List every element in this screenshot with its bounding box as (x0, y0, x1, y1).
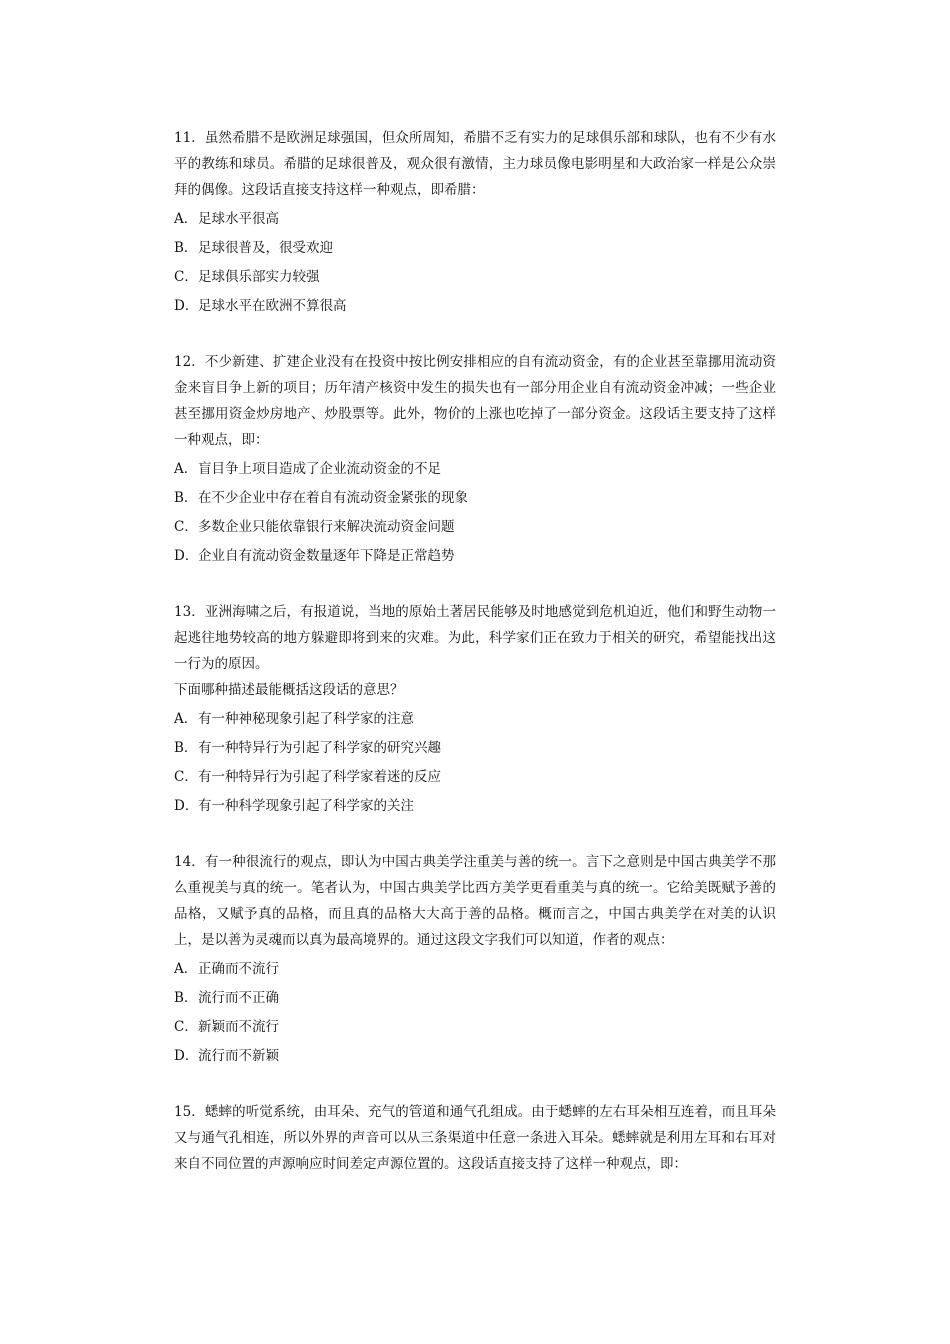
option-c (174, 263, 776, 292)
option-letter: B． (174, 240, 198, 256)
question-number: 14． (174, 854, 205, 870)
option-text: 正确而不流行 (198, 961, 279, 977)
option-letter: D． (174, 548, 199, 564)
question-text (174, 349, 776, 453)
question-text (174, 599, 776, 677)
option-letter: C． (174, 769, 198, 785)
option-letter: A． (174, 461, 198, 477)
question-text (174, 125, 776, 203)
option-letter: D． (174, 1048, 199, 1064)
question-stem: 亚洲海啸之后，有报道说，当地的原始土著居民能够及时地感觉到危机迫近，他们和野生动物一起逃往地势较高的地方躲避即将到来的灾难。为此，科学家们正在致力于相关的研究，希望能找出这一行为的原因。 (174, 604, 777, 672)
option-d (174, 542, 776, 571)
option-c (174, 513, 776, 542)
option-text: 企业自有流动资金数量逐年下降是正常趋势 (198, 548, 455, 564)
option-c (174, 1013, 776, 1042)
option-b (174, 234, 776, 263)
option-d (174, 792, 776, 821)
option-text: 足球俱乐部实力较强 (198, 269, 320, 285)
option-letter: C． (174, 269, 198, 285)
option-d (174, 292, 776, 321)
option-a (174, 955, 776, 984)
option-letter: C． (174, 519, 198, 535)
option-c (174, 763, 776, 792)
question-stem: 不少新建、扩建企业没有在投资中按比例安排相应的自有流动资金，有的企业甚至靠挪用流动资金来盲目争上新的项目；历年清产核资中发生的损失也有一部分用企业自有流动资金冲减；一些企业甚至挪用资金炒房地产、炒股票等。此外，物价的上涨也吃掉了一部分资金。这段话主要支持了这样一种观点，即： (174, 354, 777, 448)
option-b (174, 984, 776, 1013)
option-text: 有一种科学现象引起了科学家的关注 (198, 798, 414, 814)
option-letter: B． (174, 490, 198, 506)
option-letter: C． (174, 1019, 198, 1035)
question-number: 13． (174, 604, 205, 620)
question-prompt: 下面哪种描述最能概括这段话的意思？ (174, 682, 404, 698)
option-d (174, 1042, 776, 1071)
question-stem: 虽然希腊不是欧洲足球强国，但众所周知，希腊不乏有实力的足球俱乐部和球队，也有不少有水平的教练和球员。希腊的足球很普及，观众很有激情，主力球员像电影明星和大政治家一样是公众崇拜的偶像。这段话直接支持这样一种观点，即希腊： (174, 130, 777, 198)
question-list (174, 125, 776, 1205)
option-text: 流行而不正确 (198, 990, 279, 1006)
option-letter: A． (174, 711, 198, 727)
option-a (174, 455, 776, 484)
question-number: 15． (174, 1104, 205, 1120)
question-number: 12． (174, 354, 205, 370)
question-text (174, 1099, 776, 1177)
question-13 (174, 599, 776, 821)
question-11 (174, 125, 776, 321)
option-text: 足球水平在欧洲不算很高 (198, 298, 347, 314)
option-text: 有一种特异行为引起了科学家的研究兴趣 (198, 740, 441, 756)
option-a (174, 705, 776, 734)
option-letter: A． (174, 961, 198, 977)
option-letter: B． (174, 990, 198, 1006)
option-text: 新颖而不流行 (198, 1019, 279, 1035)
option-text: 在不少企业中存在着自有流动资金紧张的现象 (198, 490, 468, 506)
option-list (174, 955, 776, 1071)
option-letter: D． (174, 298, 199, 314)
option-b (174, 484, 776, 513)
option-text: 有一种特异行为引起了科学家着迷的反应 (198, 769, 441, 785)
option-text: 盲目争上项目造成了企业流动资金的不足 (198, 461, 441, 477)
question-number: 11． (174, 130, 205, 146)
option-text: 足球水平很高 (198, 211, 279, 227)
question-stem: 蟋蟀的听觉系统，由耳朵、充气的管道和通气孔组成。由于蟋蟀的左右耳朵相互连着，而且耳朵又与通气孔相连，所以外界的声音可以从三条渠道中任意一条进入耳朵。蟋蟀就是利用左耳和右耳对来自不同位置的声源响应时间差定声源位置的。这段话直接支持了这样一种观点，即： (174, 1104, 777, 1172)
option-a (174, 205, 776, 234)
question-stem: 有一种很流行的观点，即认为中国古典美学注重美与善的统一。言下之意则是中国古典美学不那么重视美与真的统一。笔者认为，中国古典美学比西方美学更看重美与真的统一。它给美既赋予善的品格，又赋予真的品格，而且真的品格大大高于善的品格。概而言之，中国古典美学在对美的认识上，是以善为灵魂而以真为最高境界的。通过这段文字我们可以知道，作者的观点： (174, 854, 777, 948)
option-letter: D． (174, 798, 199, 814)
question-text (174, 849, 776, 953)
option-list (174, 205, 776, 321)
option-letter: A． (174, 211, 198, 227)
option-text: 多数企业只能依靠银行来解决流动资金问题 (198, 519, 455, 535)
option-b (174, 734, 776, 763)
question-14 (174, 849, 776, 1071)
question-15 (174, 1099, 776, 1177)
question-12 (174, 349, 776, 571)
option-text: 流行而不新颖 (198, 1048, 279, 1064)
option-text: 有一种神秘现象引起了科学家的注意 (198, 711, 414, 727)
option-text: 足球很普及，很受欢迎 (198, 240, 333, 256)
option-list (174, 705, 776, 821)
option-list (174, 455, 776, 571)
option-letter: B． (174, 740, 198, 756)
